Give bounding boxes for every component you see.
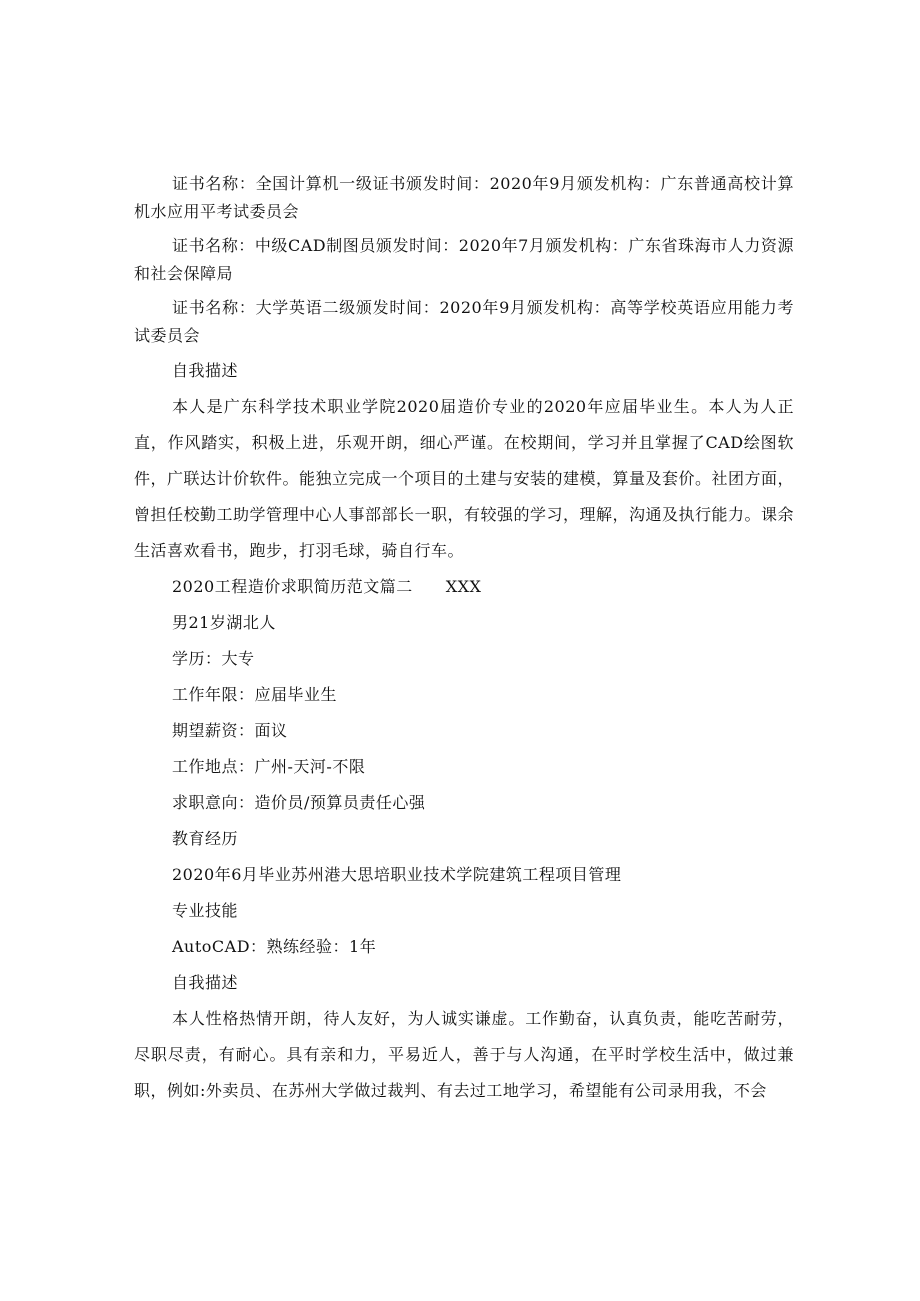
document-body xyxy=(134,170,794,1109)
section-heading-education: 教育经历 xyxy=(172,829,239,848)
work-years: 工作年限：应届毕业生 xyxy=(172,685,338,704)
expected-salary: 期望薪资：面议 xyxy=(172,721,288,740)
education-entry: 2020年6月毕业苏州港大思培职业技术学院建筑工程项目管理 xyxy=(172,865,622,884)
self-description-paragraph-1: 本人是广东科学技术职业学院2020届造价专业的2020年应届毕业生。本人为人正直，作风踏实，积极上进，乐观开朗，细心严谨。在校期间，学习并且掌握了CAD绘图软件，广联达计价软件。能独立完成一个项目的土建与安装的建模，算量及套价。社团方面，曾担任校勤工助学管理中心人事部部长一职，有较强的学习，理解，沟通及执行能力。课余生活喜欢看书，跑步，打羽毛球，骑自行车。 xyxy=(134,397,795,560)
resume-title-part-two: 2020工程造价求职简历范文篇二 XXX xyxy=(172,577,482,596)
section-heading-skills: 专业技能 xyxy=(172,901,239,920)
section-heading-self-description: 自我描述 xyxy=(172,361,239,380)
certificate-cad: 证书名称：中级CAD制图员颁发时间：2020年7月颁发机构：广东省珠海市人力资源和社会保障局 xyxy=(134,236,794,283)
personal-info: 男21岁湖北人 xyxy=(172,613,276,632)
work-location: 工作地点：广州-天河-不限 xyxy=(172,757,366,776)
education-level: 学历：大专 xyxy=(172,649,255,668)
certificate-english: 证书名称：大学英语二级颁发时间：2020年9月颁发机构：高等学校英语应用能力考试委员会 xyxy=(134,298,794,345)
job-intention: 求职意向：造价员/预算员责任心强 xyxy=(172,793,426,812)
skill-entry-autocad: AutoCAD：熟练经验：1年 xyxy=(172,937,377,956)
certificate-computer: 证书名称：全国计算机一级证书颁发时间：2020年9月颁发机构：广东普通高校计算机水应用平考试委员会 xyxy=(134,174,794,221)
section-heading-self-description-2: 自我描述 xyxy=(172,973,239,992)
self-description-paragraph-2: 本人性格热情开朗，待人友好，为人诚实谦虚。工作勤奋，认真负责，能吃苦耐劳，尽职尽责，有耐心。具有亲和力，平易近人，善于与人沟通，在平时学校生活中，做过兼职，例如:外卖员、在苏州大学做过裁判、有去过工地学习，希望能有公司录用我，不会 xyxy=(134,1009,794,1100)
